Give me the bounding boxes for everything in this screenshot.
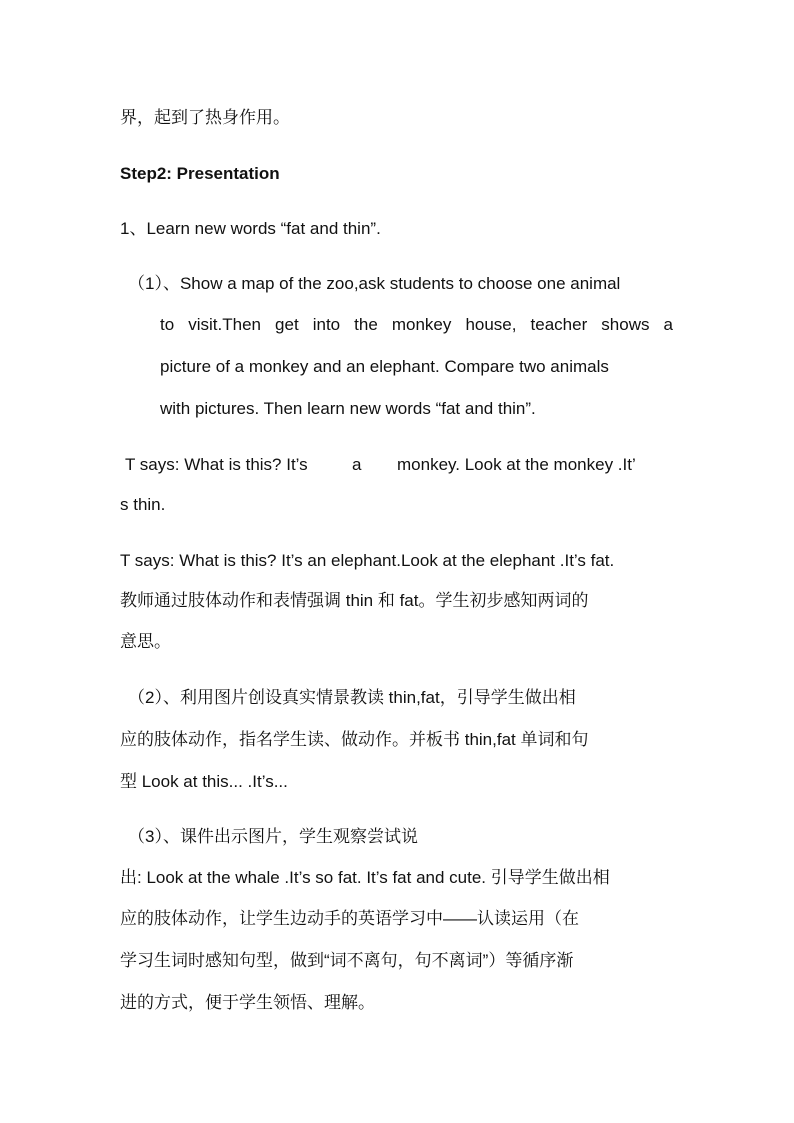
- text-line-13: （2）、利用图片创设真实情景教读 thin,fat，引导学生做出相: [128, 688, 576, 707]
- text-line-14: 应的肢体动作，指名学生读、做动作。并板书 thin,fat 单词和句: [120, 730, 589, 749]
- text-line-5: [160, 314, 673, 336]
- text-line-10: T says: What is this? It’s an elephant.Look at the elephant .It’s fat.: [120, 551, 615, 570]
- text-line-17: 出: Look at the whale .It’s so fat. It’s fat and cute. 引导学生做出相: [120, 868, 610, 887]
- text-line-8b: a: [352, 455, 362, 474]
- section-heading: Step2: Presentation: [120, 164, 280, 183]
- text-line-20: 进的方式，便于学生领悟、理解。: [120, 993, 375, 1012]
- text-line-6: picture of a monkey and an elephant. Compare two animals: [160, 357, 609, 376]
- text-line-16: （3）、课件出示图片，学生观察尝试说: [128, 827, 418, 846]
- text-line-15: 型 Look at this... .It’s...: [120, 772, 288, 791]
- text-line-18: 应的肢体动作，让学生边动手的英语学习中——认读运用（在: [120, 909, 579, 928]
- text-line-11: 教师通过肢体动作和表情强调 thin 和 fat。学生初步感知两词的: [120, 591, 589, 610]
- text-line-5-content: to visit.Then get into the monkey house, teacher shows a: [160, 315, 673, 334]
- text-line-12: 意思。: [120, 632, 171, 651]
- text-line-7: with pictures. Then learn new words “fat and thin”.: [160, 399, 536, 418]
- text-line-9: s thin.: [120, 495, 166, 514]
- text-line-19: 学习生词时感知句型，做到“词不离句，句不离词”）等循序渐: [120, 951, 574, 970]
- text-line-8a: T says: What is this? It’s: [125, 455, 308, 474]
- text-line-1: 界，起到了热身作用。: [120, 108, 290, 127]
- text-line-3: 1、Learn new words “fat and thin”.: [120, 219, 381, 238]
- text-line-4: （1）、Show a map of the zoo,ask students to choose one animal: [128, 274, 621, 293]
- text-line-8c: monkey. Look at the monkey .It’: [397, 455, 636, 474]
